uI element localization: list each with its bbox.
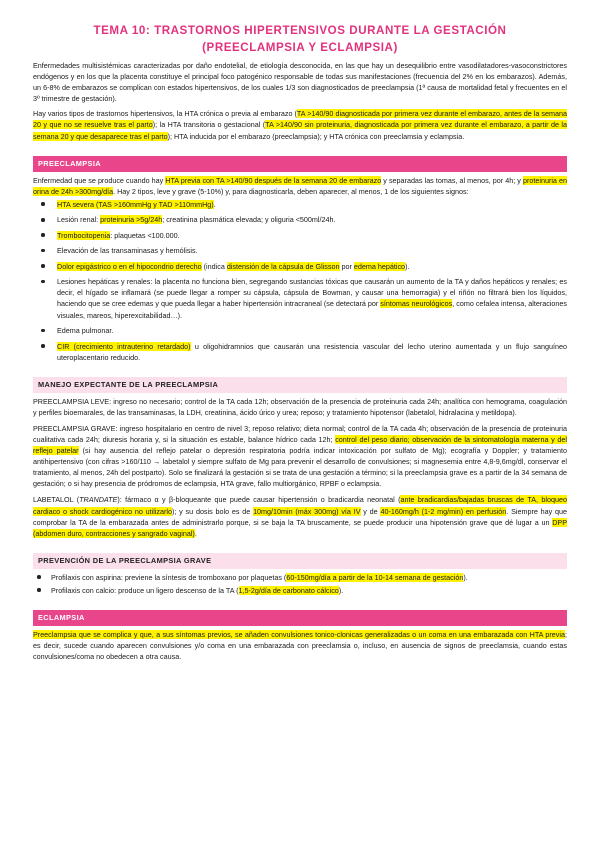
highlighted-text: edema hepático (353, 261, 406, 271)
highlighted-text: 60-150mg/día a partir de la 10-14 semana de gestación (286, 572, 464, 582)
text-run: ). (463, 572, 468, 582)
section-heading-manejo: MANEJO EXPECTANTE DE LA PREECLAMPSIA (33, 377, 567, 393)
text-run: ; creatinina plasmática elevada; y oliguria <500ml/24h. (162, 215, 336, 225)
highlighted-text: Preeclampsia que se complica y que, a sus síntomas previos, se añaden convulsiones tonico-clonicas generalizadas o un coma en una embarazada con HTA previa (33, 629, 565, 639)
bullet-icon (41, 264, 45, 268)
highlighted-text: HTA severa (TAS >160mmHg y TAD >110mmHg) (57, 199, 214, 209)
text-run: Lesiones hepáticas y renales: la placenta no funciona bien, segregando sustancias tóxicas que causarán un aumento de la TA y daños hepáticos y renales; es decir, el hígado se inflamará (se puede llegar a romper su cápsula, cápsula de Bowman, y causar una hemorragia) y el riñón no filtrará bien los líquidos, haciendo que se cree edemas y que pueda llegar a haber hipertensión intracraneal (se detectará por (57, 277, 567, 309)
text-run: por (339, 261, 354, 271)
text-run: Enfermedad que se produce cuando hay (33, 175, 166, 185)
text-run: (si hay ausencia del reflejo patelar o depresión respiratoria podría indicar intoxicación por sulfato de Mg); ecografía y Doppler; y tratamiento antihipertensivo (con cifras >160/110 → labetalol y siempre sulfato de Mg para prevenir el desarrollo de convulsiones; si magnesemia entre 4,8-9,6mg/dl, conservar el tratamiento, al menos, 24h del postparto). Solo se finalizará la gestación si se trata de una gestación a término; si la preeclampsia grave es a partir de la 34 semana de gestación; o si hay presencia de pródromos de eclampsia, HTA grave, fallo multiorgánico, RPBF o eclampsia. (33, 446, 567, 489)
list-item (51, 572, 567, 583)
text-run: Hay varios tipos de trastornos hipertensivos, la HTA crónica o previa al embarazo ( (33, 109, 297, 119)
eclampsia-definition (33, 629, 567, 662)
labetalol-paragraph (33, 494, 567, 538)
text-run: PREECLAMPSIA GRAVE: ingreso hospitalario en centro de nivel 3; reposo relativo; dieta normal; control de la TA cada 4h; observación de la presencia de proteinuria cualitativa cada 24h; diuresis horaria y, si la situación es estable, balance hídrico cada 12h; (33, 423, 567, 444)
text-run: y de (360, 506, 381, 516)
text-run: LABETALOL ( (33, 495, 80, 505)
list-item (57, 199, 567, 210)
text-run: ). (338, 585, 344, 595)
highlighted-text: TA >140/90 sin proteinuria, diagnosticada por primera vez durante el embarazo, a partir de la semana 20 y que desaparece tras el parto (33, 120, 567, 141)
highlighted-text: Dolor epigástrico o en el hipocondrio derecho (57, 261, 202, 271)
bullet-icon (41, 329, 45, 333)
section-heading-eclampsia: ECLAMPSIA (33, 610, 567, 626)
highlighted-text: proteinuria >5g/24h (100, 215, 163, 225)
intro-paragraph-2 (33, 108, 567, 141)
bullet-icon (41, 202, 45, 206)
text-run: u oligohidramnios que causarán una resistencia vascular del lecho uterino aumentada y un flujo sanguíneo uteroplacentario reducido. (57, 341, 567, 362)
highlighted-text: control del peso diario; observación de la sintomatología materna y del reflejo patelar (33, 434, 567, 456)
bullet-icon (41, 218, 45, 222)
highlighted-text: proteinuria en orina de 24h >300mg/día (33, 175, 567, 196)
text-run: Lesión renal: (57, 215, 101, 225)
bullet-icon (37, 588, 41, 592)
section-heading-preeclampsia: PREECLAMPSIA (33, 156, 567, 172)
text-run: ); la HTA transitoria o gestacional ( (152, 120, 266, 130)
highlighted-text: 10mg/10min (máx 300mg) vía IV (253, 506, 361, 516)
text-run: TRANDATE (79, 495, 118, 505)
text-run: . Hay 2 tipos, leve y grave (5-10%) y, para diagnosticarla, deben aparecer, al menos, 1 de los siguientes signos: (113, 186, 469, 196)
text-run: Profilaxis con aspirina: previene la síntesis de tromboxano por plaquetas ( (51, 572, 287, 582)
prevencion-list (33, 572, 567, 596)
list-item (57, 341, 567, 363)
list-item (57, 230, 567, 241)
manejo-leve-paragraph (33, 396, 567, 418)
highlighted-text: HTA previa con TA >140/90 después de la semana 20 de embarazo (165, 175, 382, 185)
text-run: PREECLAMPSIA LEVE: ingreso no necesario; control de la TA cada 12h; observación de la presencia de proteinuria cada 24h; analítica con hemograma, coagulación y perfiles bioemarales, de las transaminasas, la LDH, creatinina, ácido úrico y urea; reposo; y tratamiento hipotensor (labetalol, hidralacina y metildopa). (33, 396, 567, 417)
text-run: ; es decir, sucede cuando aparecen convulsiones y/o coma en una embarazada con preeclamsia o, incluso, en ausencia de signos de preeclamsia, cuando estas convulsiones/coma no obedecen a otra causa. (33, 629, 567, 661)
list-item (57, 276, 567, 320)
bullet-icon (37, 575, 41, 579)
text-run: ): fármaco α y β-bloqueante que puede causar hipertensión o bradicardia neonatal ( (117, 495, 401, 505)
section-heading-prevencion: PREVENCIÓN DE LA PREECLAMPSIA GRAVE (33, 553, 567, 569)
preeclampsia-definition (33, 175, 567, 197)
text-run: ). (405, 261, 410, 271)
highlighted-text: CIR (crecimiento intrauterino retardado) (57, 341, 191, 351)
list-item (57, 261, 567, 272)
text-run: Profilaxis con calcio: produce un ligero descenso de la TA ( (51, 585, 239, 595)
bullet-icon (41, 249, 45, 253)
text-run: ); HTA inducida por el embarazo (preeclampsia); y HTA crónica con preeclamsia y eclampsia. (167, 131, 465, 141)
text-run: ); y su dosis bolo es de (172, 506, 254, 516)
text-run: . Siempre hay que comprobar la TA de la embarazada antes de administrarlo porque, si se baja la TA bruscamente, se puede producir una hipotensión grave que dé lugar a un (33, 506, 568, 527)
preeclampsia-signs-list (33, 199, 567, 363)
text-run: Elevación de las transaminasas y hemólisis. (57, 246, 198, 256)
list-item (51, 585, 567, 596)
highlighted-text: Trombocitopenia (57, 230, 111, 240)
bullet-icon (41, 280, 45, 284)
text-run: , como cefalea intensa, alteraciones visuales, mareos, hiperexcitabilidad…). (57, 299, 567, 320)
list-item (57, 325, 567, 336)
list-item (57, 245, 567, 256)
intro-paragraph-1: Enfermedades multisistémicas caracterizadas por daño endotelial, de etiología desconocida, en las que hay un desequilibrio entre vasodilatadores-vasoconstrictores endógenos y en los que la placenta constituye el principal foco patogénico responsable de todas sus manifestaciones (frecuencia del 2% en los embarazos). Además, un 6-8% de embarazos se complican con estados hipertensivos, de los cuales 1/3 son diagnosticados de preeclampsia (1ª causa de mortalidad fetal y frecuentes en el 3º trimestre de gestación). (33, 61, 567, 104)
highlighted-text: 1,5-2g/día de carbonato cálcico (238, 585, 339, 595)
bullet-icon (41, 344, 45, 348)
text-run: y separadas las tomas, al menos, por 4h; y (381, 175, 523, 185)
list-item (57, 214, 567, 225)
text-run: . (213, 199, 216, 209)
highlighted-text: distensión de la cápsula de Glisson (226, 261, 340, 271)
bullet-icon (41, 233, 45, 237)
text-run: . (194, 528, 197, 538)
highlighted-text: síntomas neurológicos (380, 299, 453, 309)
title-line-2: (PREECLAMPSIA Y ECLAMPSIA) (202, 41, 398, 54)
highlighted-text: DPP (abdomen duro, contracciones y sangrado vaginal) (33, 517, 567, 538)
highlighted-text: ante bradicardias/bajadas bruscas de TA, bloqueo cardiaco o shock cardiogénico no utilizarlo (33, 495, 567, 516)
manejo-grave-paragraph (33, 423, 567, 490)
page-title (33, 0, 567, 56)
text-run: : plaquetas <100.000. (110, 230, 180, 240)
highlighted-text: TA >140/90 diagnosticada por primera vez durante el embarazo, antes de la semana 20 y que no se resuelve tras el parto (33, 109, 567, 130)
title-line-1: TEMA 10: TRASTORNOS HIPERTENSIVOS DURANTE LA GESTACIÓN (93, 24, 507, 37)
text-run: (indica (201, 261, 227, 271)
text-run: Edema pulmonar. (57, 326, 114, 336)
highlighted-text: 40-160mg/h (1-2 mg/min) en perfusión (380, 506, 507, 516)
